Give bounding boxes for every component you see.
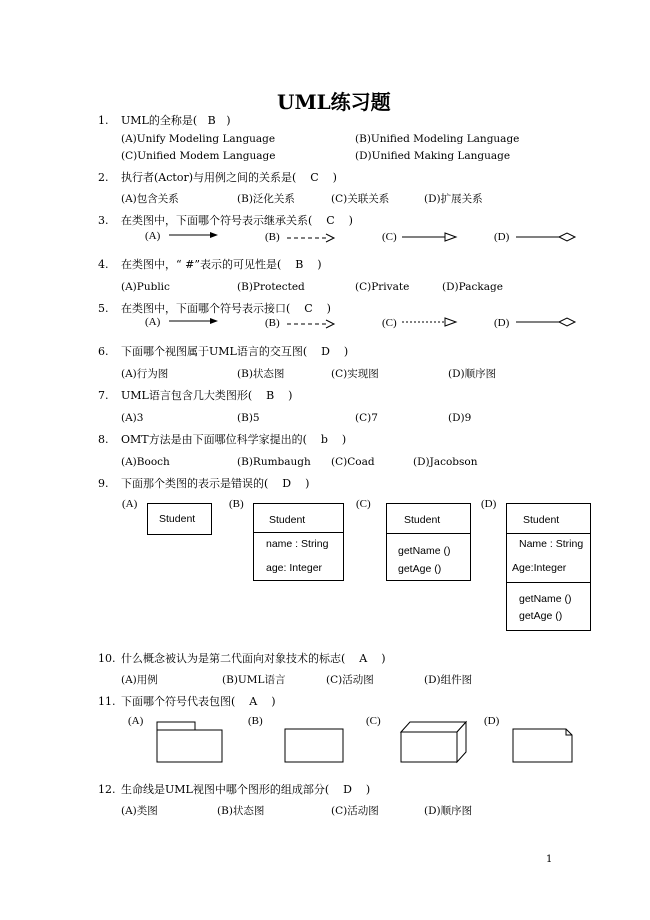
option-b: (B)Unified Modeling Language [355, 133, 520, 145]
rectangle-symbol [285, 729, 343, 762]
option-b: (B)状态图 [217, 805, 265, 817]
option-a-label: (A) [128, 715, 144, 727]
option-b: (B)状态图 [237, 368, 285, 380]
option-b: (B)UML语言 [222, 674, 286, 686]
question-number: 10. [98, 652, 116, 665]
option-d-label: (D) [494, 231, 510, 243]
class-attribute: name : String [266, 538, 329, 550]
class-name: Student [159, 513, 196, 525]
option-b: (B)Rumbaugh [237, 456, 311, 468]
option-d: (D)9 [448, 412, 472, 424]
option-a-label: (A) [145, 230, 161, 242]
note-symbol [513, 729, 572, 762]
option-c-label: (C) [356, 498, 371, 510]
option-d: (D)顺序图 [448, 368, 497, 380]
option-a-label: (A) [145, 316, 161, 328]
option-d: (D)Jacobson [413, 456, 478, 468]
question-number: 8. [98, 433, 109, 446]
option-c-label: (C) [366, 715, 381, 727]
question-text: 在类图中，下面哪个符号表示继承关系( C ) [121, 214, 353, 227]
question-text: 下面哪个符号代表包图( A ) [121, 695, 276, 708]
option-c: (C)关联关系 [331, 193, 390, 205]
class-attribute: Name : String [519, 538, 584, 550]
class-name: Student [523, 514, 560, 526]
question-number: 6. [98, 345, 109, 358]
question-number: 3. [98, 214, 109, 227]
class-operation: getName () [519, 593, 572, 605]
class-name: Student [269, 514, 306, 526]
option-b: (B)Protected [237, 281, 305, 293]
option-d-label: (D) [484, 715, 500, 727]
question-text: 下面哪个视图属于UML语言的交互图( D ) [121, 345, 349, 358]
question-number: 9. [98, 477, 109, 490]
option-b-label: (B) [265, 231, 280, 243]
question-number: 11. [98, 695, 116, 708]
option-c: (C)活动图 [331, 805, 379, 817]
option-d: (D)组件图 [424, 674, 473, 686]
option-a: (A)类图 [121, 805, 158, 817]
class-name: Student [404, 514, 441, 526]
option-c: (C)7 [355, 412, 378, 424]
page-title: UML练习题 [277, 90, 391, 114]
option-b-label: (B) [265, 317, 280, 329]
option-c: (C)活动图 [326, 674, 374, 686]
option-a: (A)Unify Modeling Language [121, 133, 276, 145]
option-c: (C)Private [355, 281, 410, 293]
question-number: 12. [98, 783, 116, 796]
option-d: (D)Unified Making Language [355, 150, 511, 162]
question-number: 2. [98, 171, 109, 184]
node-3d-box-symbol [401, 722, 466, 762]
question-text: 在类图中，下面哪个符号表示接口( C ) [121, 302, 331, 315]
option-c: (C)Unified Modem Language [121, 150, 276, 162]
question-text: UML语言包含几大类图形( B ) [121, 389, 293, 402]
package-symbol [157, 722, 222, 762]
option-a: (A)用例 [121, 674, 158, 686]
option-a: (A)包含关系 [121, 193, 179, 205]
question-text: 在类图中，“ #”表示的可见性是( B ) [121, 258, 322, 271]
option-b: (B)泛化关系 [237, 193, 295, 205]
question-text: 下面那个类图的表示是错误的( D ) [121, 477, 310, 490]
question-number: 7. [98, 389, 109, 402]
class-attribute: age: Integer [266, 562, 323, 574]
class-attribute: Age:Integer [512, 562, 567, 574]
question-number: 4. [98, 258, 109, 271]
option-d-label: (D) [481, 498, 497, 510]
question-text: 什么概念被认为是第二代面向对象技术的标志( A ) [121, 652, 386, 665]
question-text: UML的全称是( B ) [121, 114, 231, 127]
option-a: (A)Booch [121, 456, 170, 468]
option-a: (A)3 [121, 412, 144, 424]
option-a: (A)行为图 [121, 368, 169, 380]
option-c: (C)Coad [331, 456, 375, 468]
option-b-label: (B) [229, 498, 244, 510]
option-a: (A)Public [121, 281, 170, 293]
question-number: 5. [98, 302, 109, 315]
option-c: (C)实现图 [331, 368, 379, 380]
question-text: 执行者(Actor)与用例之间的关系是( C ) [121, 171, 337, 184]
question-text: OMT方法是由下面哪位科学家提出的( b ) [121, 433, 347, 446]
option-c-label: (C) [382, 231, 397, 243]
class-operation: getName () [398, 545, 451, 557]
option-b-label: (B) [248, 715, 263, 727]
class-operation: getAge () [398, 563, 442, 575]
option-d-label: (D) [494, 317, 510, 329]
question-text: 生命线是UML视图中哪个图形的组成部分( D ) [121, 783, 371, 796]
class-operation: getAge () [519, 610, 563, 622]
question-number: 1. [98, 114, 109, 127]
option-a-label: (A) [122, 498, 138, 510]
option-d: (D)Package [442, 281, 503, 293]
page-number: 1 [546, 854, 553, 865]
option-d: (D)顺序图 [424, 805, 473, 817]
option-c-label: (C) [382, 317, 397, 329]
option-b: (B)5 [237, 412, 260, 424]
option-d: (D)扩展关系 [424, 193, 483, 205]
